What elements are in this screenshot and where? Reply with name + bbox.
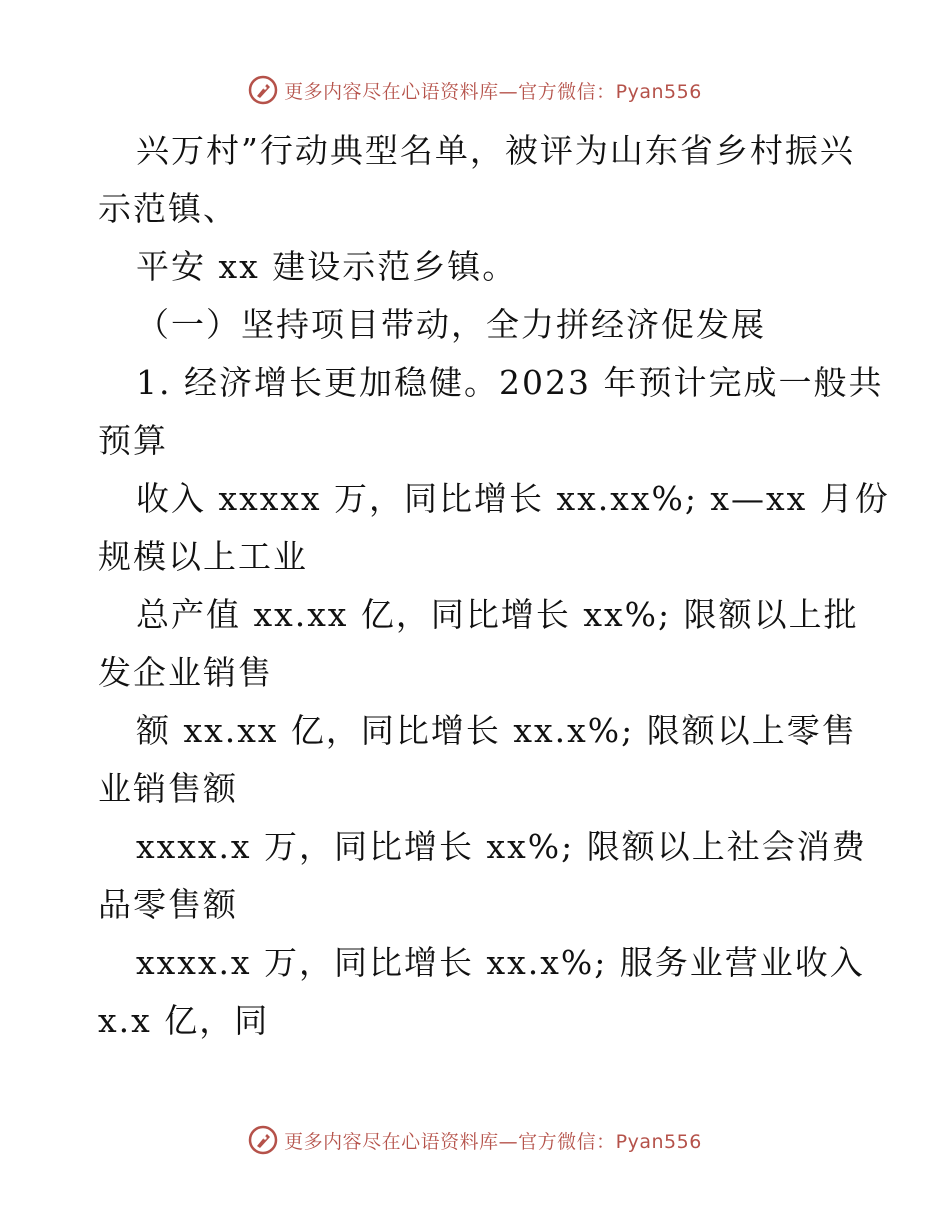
body-line: xxxx.x 万，同比增长 xx.x%; 服务业营业收入 xyxy=(136,943,865,982)
footer-watermark-text: 更多内容尽在心语资料库—官方微信：Pyan556 xyxy=(284,1130,702,1153)
body-line: 发企业销售 xyxy=(98,653,273,692)
body-line: 收入 xxxxx 万，同比增长 xx.xx%; x—xx 月份 xyxy=(136,479,890,518)
body-line: x.x 亿，同 xyxy=(98,1001,270,1040)
body-line: 额 xx.xx 亿，同比增长 xx.x%; 限额以上零售 xyxy=(136,711,857,750)
body-line: 1. 经济增长更加稳健。2023 年预计完成一般共 xyxy=(136,363,884,402)
body-line: 兴万村”行动典型名单，被评为山东省乡村振兴 xyxy=(136,131,855,170)
body-line: 规模以上工业 xyxy=(98,537,308,576)
body-line: 平安 xx 建设示范乡镇。 xyxy=(136,247,518,286)
pen-nib-logo-icon xyxy=(248,75,278,105)
footer-watermark-banner xyxy=(0,1120,950,1160)
section-heading: （一）坚持项目带动，全力拼经济促发展 xyxy=(136,305,766,344)
document-body xyxy=(98,122,890,1050)
body-line: xxxx.x 万，同比增长 xx%; 限额以上社会消费 xyxy=(136,827,867,866)
body-line: 示范镇、 xyxy=(98,189,238,228)
header-watermark-text: 更多内容尽在心语资料库—官方微信：Pyan556 xyxy=(284,80,702,103)
header-watermark-banner xyxy=(0,70,950,110)
body-line: 总产值 xx.xx 亿，同比增长 xx%; 限额以上批 xyxy=(136,595,859,634)
body-line: 业销售额 xyxy=(98,769,238,808)
body-line: 预算 xyxy=(98,421,168,460)
pen-nib-logo-icon xyxy=(248,1125,278,1155)
body-line: 品零售额 xyxy=(98,885,238,924)
